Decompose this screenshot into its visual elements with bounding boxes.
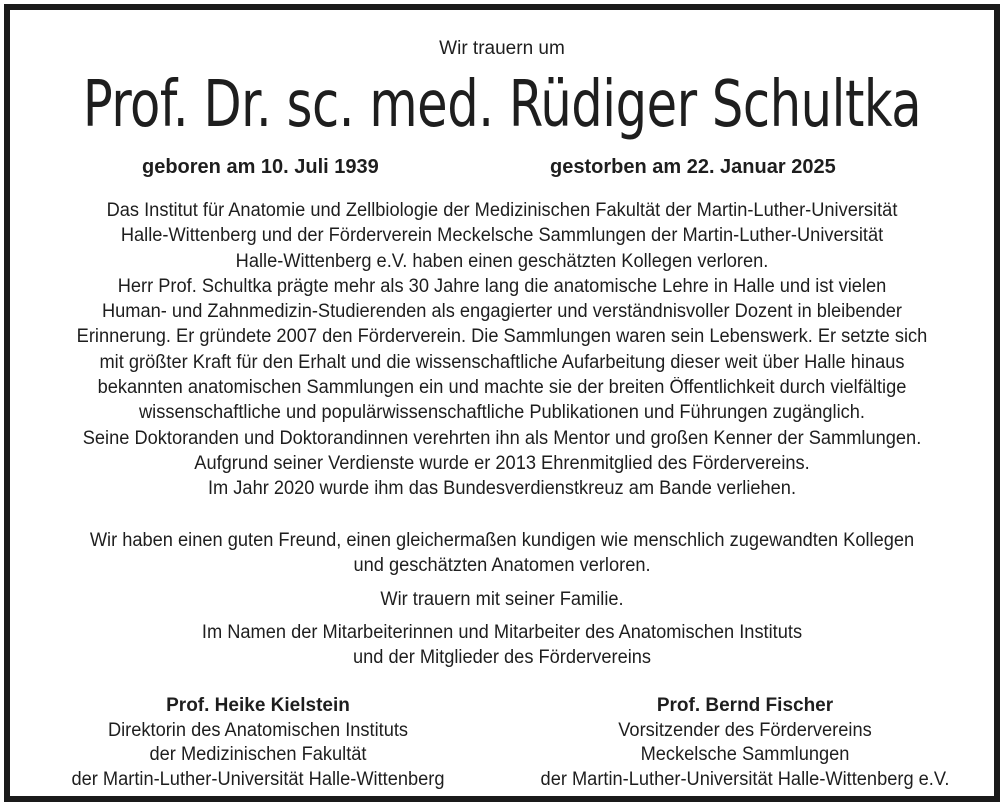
signatory-title: der Medizinischen Fakultät bbox=[149, 744, 367, 765]
body-line: Seine Doktoranden und Doktorandinnen verehrten ihn als Mentor und großen Kenner der Sammlungen. bbox=[82, 427, 922, 449]
closing-names-line: Im Namen der Mitarbeiterinnen und Mitarbeiter des Anatomischen Instituts bbox=[201, 621, 803, 643]
body-line: Human- und Zahnmedizin-Studierenden als engagierter und verständnisvoller Dozent in bleibender bbox=[101, 301, 902, 323]
body-line: Halle-Wittenberg und der Förderverein Meckelsche Sammlungen der Martin-Luther-Universität bbox=[120, 225, 884, 247]
body-line: Herr Prof. Schultka prägte mehr als 30 Jahre lang die anatomische Lehre in Halle und ist vielen bbox=[117, 275, 887, 297]
closing-friend-line: Wir haben einen guten Freund, einen gleichermaßen kundigen wie menschlich zugewandten Kollegen bbox=[89, 530, 915, 551]
signatory-title: Vorsitzender des Fördervereins bbox=[618, 719, 872, 741]
obituary-body bbox=[20, 198, 984, 502]
closing-text bbox=[20, 528, 984, 670]
signature-left bbox=[38, 694, 478, 792]
signatory-title: Meckelsche Sammlungen bbox=[640, 744, 850, 765]
closing-names-line: und der Mitglieder des Fördervereins bbox=[352, 647, 652, 669]
signatory-name: Prof. Bernd Fischer bbox=[656, 695, 834, 716]
signatory-title: Direktorin des Anatomischen Instituts bbox=[107, 719, 409, 741]
body-line: bekannten anatomischen Sammlungen ein und machte sie der breiten Öffentlichkeit durch vielfältige bbox=[97, 377, 907, 399]
closing-friend-line: und geschätzten Anatomen verloren. bbox=[353, 555, 651, 577]
signature-right bbox=[510, 694, 980, 792]
body-line: Im Jahr 2020 wurde ihm das Bundesverdienstkreuz am Bande verliehen. bbox=[207, 478, 797, 500]
signatory-name: Prof. Heike Kielstein bbox=[166, 695, 350, 716]
signatory-title: der Martin-Luther-Universität Halle-Wittenberg e.V. bbox=[540, 768, 950, 790]
birth-date: geboren am 10. Juli 1939 bbox=[142, 156, 379, 178]
deceased-name: Prof. Dr. sc. med. Rüdiger Schultka bbox=[82, 68, 922, 142]
closing-family-line: Wir trauern mit seiner Familie. bbox=[380, 588, 624, 610]
body-line: Halle-Wittenberg e.V. haben einen geschätzten Kollegen verloren. bbox=[235, 250, 769, 272]
body-line: mit größter Kraft für den Erhalt und die wissenschaftliche Aufarbeitung dieser weit über Halle hinaus bbox=[99, 351, 905, 373]
body-line: Das Institut für Anatomie und Zellbiologie der Medizinischen Fakultät der Martin-Luther-Universität bbox=[106, 200, 898, 221]
signatory-title: der Martin-Luther-Universität Halle-Wittenberg bbox=[71, 768, 445, 790]
intro-text: Wir trauern um bbox=[439, 38, 565, 59]
body-line: Erinnerung. Er gründete 2007 den Förderverein. Die Sammlungen waren sein Lebenswerk. Er setzte sich bbox=[76, 326, 928, 348]
obituary-frame bbox=[4, 4, 1000, 802]
body-line: wissenschaftliche und populärwissenschaftliche Publikationen und Führungen zugänglich. bbox=[138, 402, 865, 424]
body-line: Aufgrund seiner Verdienste wurde er 2013 Ehrenmitglied des Fördervereins. bbox=[194, 452, 810, 474]
death-date: gestorben am 22. Januar 2025 bbox=[550, 156, 836, 178]
